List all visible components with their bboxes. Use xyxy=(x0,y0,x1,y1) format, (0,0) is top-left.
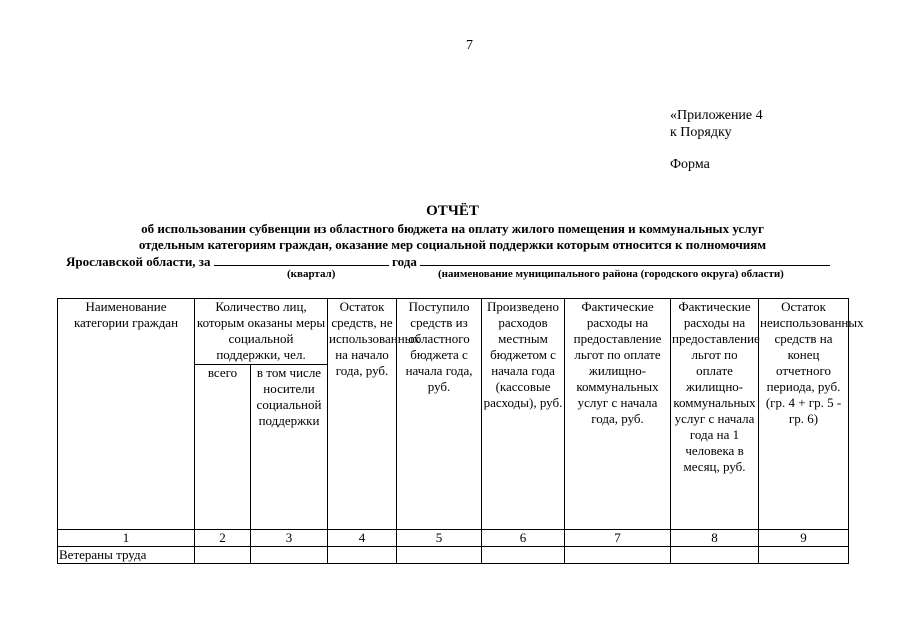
column-number: 5 xyxy=(397,530,482,547)
row-category: Ветераны труда xyxy=(58,547,195,564)
header-received-funds: Поступило средств из областного бюджета с начала года, руб. xyxy=(397,299,482,530)
table-cell[interactable] xyxy=(759,547,849,564)
period-year-label: года xyxy=(392,254,417,269)
subtitle-line: об использовании субвенции из областного бюджета на оплату жилого помещения и коммунальных услуг xyxy=(141,221,764,236)
header-actual-expenses: Фактические расходы на предоставление льгот по оплате жилищно-коммунальных услуг с начала года, руб. xyxy=(565,299,671,530)
report-table xyxy=(57,298,864,564)
header-total: всего xyxy=(195,365,251,530)
appendix-reference xyxy=(670,107,763,141)
header-people-count: Количество лиц, которым оказаны меры социальной поддержки, чел. xyxy=(195,299,328,365)
header-including-holders: в том числе носители социальной поддержки xyxy=(251,365,328,530)
report-subtitle xyxy=(0,221,905,253)
column-number: 4 xyxy=(328,530,397,547)
table-cell[interactable] xyxy=(565,547,671,564)
header-local-expenses: Произведено расходов местным бюджетом с начала года (кассовые расходы), руб. xyxy=(482,299,565,530)
table-cell[interactable] xyxy=(328,547,397,564)
table-cell[interactable] xyxy=(251,547,328,564)
table-cell[interactable] xyxy=(482,547,565,564)
column-number: 1 xyxy=(58,530,195,547)
form-label: Форма xyxy=(670,157,710,172)
table-cell[interactable] xyxy=(671,547,759,564)
page-number: 7 xyxy=(466,38,473,53)
appendix-line: «Приложение 4 xyxy=(670,108,763,123)
header-expenses-per-person: Фактические расходы на предоставление льгот по оплате жилищно-коммунальных услуг с начала года на 1 человека в месяц, руб. xyxy=(671,299,759,530)
table-cell[interactable] xyxy=(195,547,251,564)
column-number: 3 xyxy=(251,530,328,547)
subtitle-line: отдельным категориям граждан, оказание мер социальной поддержки которым относится к полномочиям xyxy=(138,237,767,252)
column-number: 2 xyxy=(195,530,251,547)
column-number: 7 xyxy=(565,530,671,547)
quarter-blank[interactable] xyxy=(214,253,389,266)
district-hint: (наименование муниципального района (городского округа) области) xyxy=(438,268,784,280)
quarter-hint: (квартал) xyxy=(287,268,336,280)
column-number: 9 xyxy=(759,530,849,547)
column-number: 6 xyxy=(482,530,565,547)
header-balance-end: Остаток неиспользованных средств на конец отчетного периода, руб. (гр. 4 + гр. 5 - гр. 6) xyxy=(759,299,849,530)
table-row xyxy=(58,547,849,564)
district-blank[interactable] xyxy=(420,253,830,266)
report-title: ОТЧЁТ xyxy=(426,203,479,219)
header-category: Наименование категории граждан xyxy=(58,299,195,530)
column-number: 8 xyxy=(671,530,759,547)
header-balance-start: Остаток средств, не использованных на начало года, руб. xyxy=(328,299,397,530)
appendix-line: к Порядку xyxy=(670,125,732,140)
table-cell[interactable] xyxy=(397,547,482,564)
period-prefix: Ярославской области, за xyxy=(66,254,211,269)
